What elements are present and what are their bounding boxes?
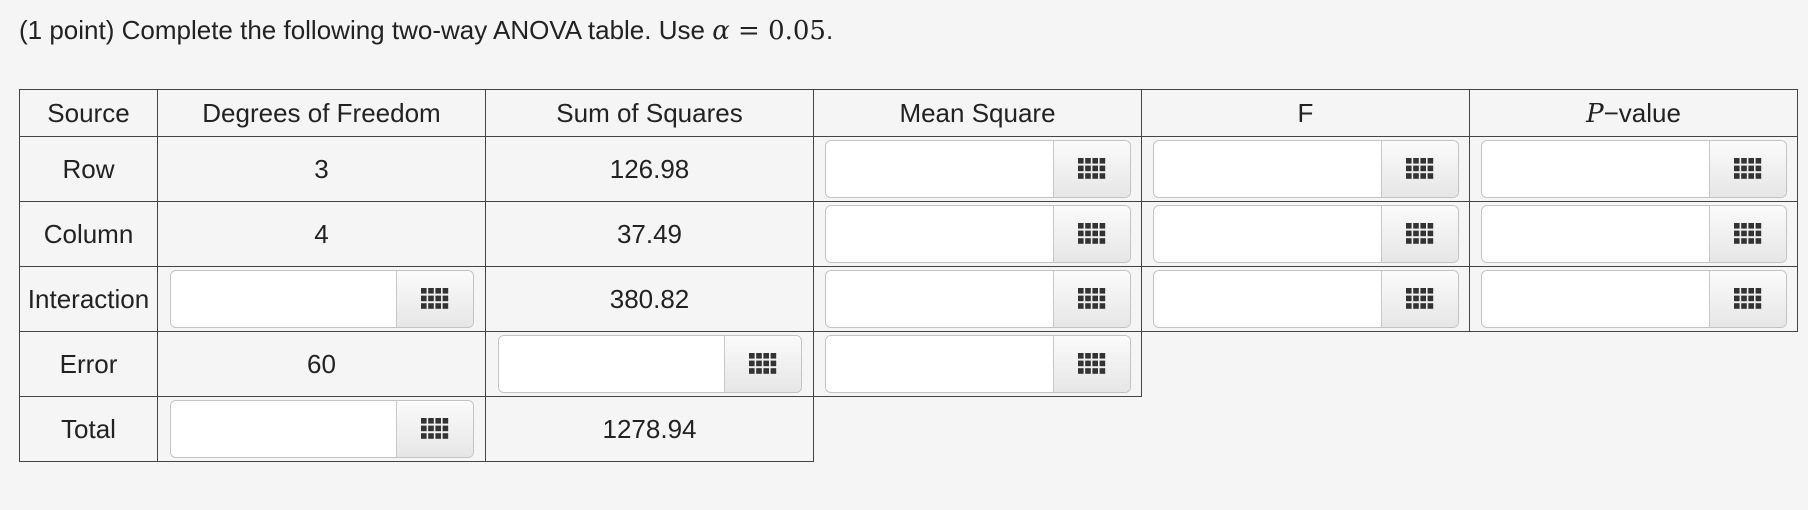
cell-total-ss: 1278.94 — [486, 397, 814, 462]
column-ms-input[interactable] — [826, 206, 1053, 262]
p-dash: − — [1603, 97, 1619, 128]
header-source: Source — [20, 90, 158, 137]
cell-column-ss: 37.49 — [486, 202, 814, 267]
table-row-column — [20, 202, 1798, 267]
cell-interaction-ms — [814, 267, 1142, 332]
table-row-total — [20, 397, 1798, 462]
header-df: Degrees of Freedom — [158, 90, 486, 137]
alpha-value: 0.05 — [768, 16, 826, 46]
grid-icon — [1406, 288, 1434, 310]
grid-icon — [1734, 223, 1762, 245]
cell-column-ms — [814, 202, 1142, 267]
cell-column-f — [1142, 202, 1470, 267]
header-f: F — [1142, 90, 1470, 137]
cell-total-source: Total — [20, 397, 158, 462]
equals-sign: = — [738, 16, 760, 46]
answer-box — [498, 335, 802, 393]
cell-column-source: Column — [20, 202, 158, 267]
alpha-expression — [712, 16, 826, 46]
empty-cell — [1142, 397, 1470, 462]
grid-icon — [1734, 288, 1762, 310]
total-df-input[interactable] — [171, 401, 396, 457]
cell-error-ms — [814, 332, 1142, 397]
empty-cell — [1142, 332, 1470, 397]
table-row-row — [20, 137, 1798, 202]
interaction-f-input[interactable] — [1154, 271, 1381, 327]
interaction-ms-input[interactable] — [826, 271, 1053, 327]
empty-cell — [814, 397, 1142, 462]
palette-button[interactable] — [1709, 141, 1786, 197]
cell-row-f — [1142, 137, 1470, 202]
cell-interaction-df — [158, 267, 486, 332]
answer-box — [1153, 140, 1459, 198]
palette-button[interactable] — [724, 336, 801, 392]
cell-column-p — [1470, 202, 1798, 267]
cell-row-ms — [814, 137, 1142, 202]
table-row-error — [20, 332, 1798, 397]
header-row — [20, 90, 1798, 137]
cell-error-df: 60 — [158, 332, 486, 397]
interaction-df-input[interactable] — [171, 271, 396, 327]
row-p-input[interactable] — [1482, 141, 1709, 197]
palette-button[interactable] — [1053, 206, 1130, 262]
cell-row-p — [1470, 137, 1798, 202]
cell-row-source: Row — [20, 137, 158, 202]
palette-button[interactable] — [1381, 141, 1458, 197]
empty-cell — [1470, 397, 1798, 462]
grid-icon — [1078, 288, 1106, 310]
grid-icon — [749, 353, 777, 375]
grid-icon — [421, 288, 449, 310]
grid-icon — [1078, 158, 1106, 180]
error-ss-input[interactable] — [499, 336, 724, 392]
error-ms-input[interactable] — [826, 336, 1053, 392]
cell-interaction-p — [1470, 267, 1798, 332]
header-ms: Mean Square — [814, 90, 1142, 137]
palette-button[interactable] — [1053, 271, 1130, 327]
header-p-value — [1470, 90, 1798, 137]
palette-button[interactable] — [1709, 206, 1786, 262]
cell-interaction-ss: 380.82 — [486, 267, 814, 332]
row-f-input[interactable] — [1154, 141, 1381, 197]
grid-icon — [1406, 158, 1434, 180]
period: . — [825, 15, 834, 45]
answer-box — [825, 140, 1131, 198]
grid-icon — [1406, 223, 1434, 245]
cell-error-source: Error — [20, 332, 158, 397]
column-f-input[interactable] — [1154, 206, 1381, 262]
palette-button[interactable] — [1381, 206, 1458, 262]
grid-icon — [1078, 223, 1106, 245]
answer-box — [1481, 140, 1787, 198]
row-ms-input[interactable] — [826, 141, 1053, 197]
answer-box — [825, 205, 1131, 263]
cell-row-df: 3 — [158, 137, 486, 202]
interaction-p-input[interactable] — [1482, 271, 1709, 327]
cell-column-df: 4 — [158, 202, 486, 267]
grid-icon — [1734, 158, 1762, 180]
grid-icon — [421, 418, 449, 440]
answer-box — [1481, 270, 1787, 328]
palette-button[interactable] — [396, 401, 473, 457]
answer-box — [825, 270, 1131, 328]
answer-box — [1481, 205, 1787, 263]
answer-box — [170, 270, 474, 328]
header-ss: Sum of Squares — [486, 90, 814, 137]
problem-statement — [19, 12, 833, 49]
palette-button[interactable] — [1381, 271, 1458, 327]
table-row-interaction — [20, 267, 1798, 332]
cell-error-ss — [486, 332, 814, 397]
grid-icon — [1078, 353, 1106, 375]
palette-button[interactable] — [396, 271, 473, 327]
palette-button[interactable] — [1053, 141, 1130, 197]
alpha-symbol: α — [712, 16, 730, 46]
palette-button[interactable] — [1053, 336, 1130, 392]
answer-box — [170, 400, 474, 458]
column-p-input[interactable] — [1482, 206, 1709, 262]
answer-box — [1153, 270, 1459, 328]
palette-button[interactable] — [1709, 271, 1786, 327]
cell-total-df — [158, 397, 486, 462]
cell-interaction-f — [1142, 267, 1470, 332]
problem-text: (1 point) Complete the following two-way ANOVA table. Use — [19, 15, 705, 45]
p-symbol: P — [1586, 98, 1604, 129]
answer-box — [825, 335, 1131, 393]
cell-interaction-source: Interaction — [20, 267, 158, 332]
empty-cell — [1470, 332, 1798, 397]
anova-table — [19, 89, 1798, 462]
cell-row-ss: 126.98 — [486, 137, 814, 202]
p-text: value — [1618, 97, 1681, 128]
answer-box — [1153, 205, 1459, 263]
